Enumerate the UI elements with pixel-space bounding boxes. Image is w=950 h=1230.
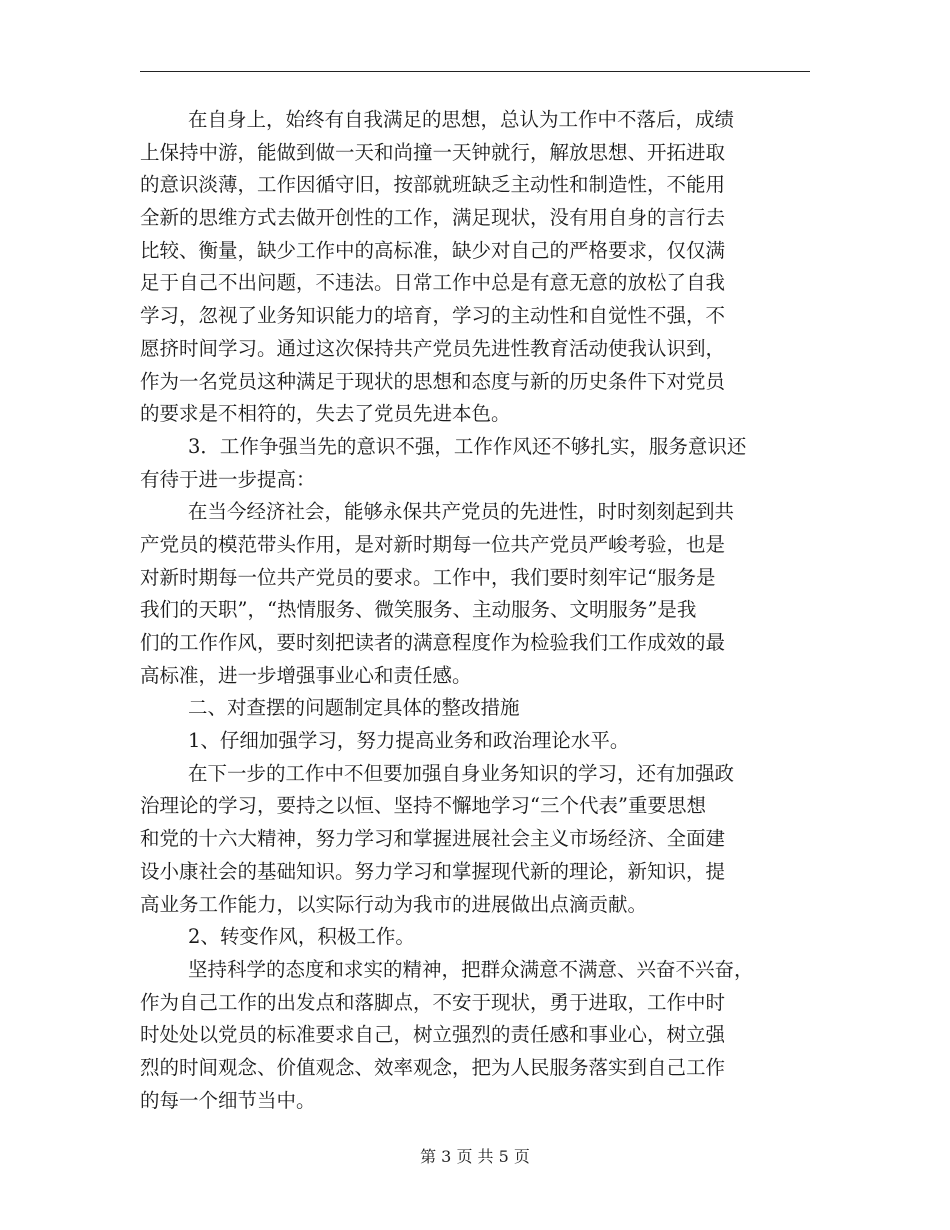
text-line: 在下一步的工作中不但要加强自身业务知识的学习，还有加强政 (188, 761, 735, 785)
text-line: 的要求是不相符的，失去了党员先进本色。 (140, 402, 511, 426)
text-line: 上保持中游，能做到做一天和尚撞一天钟就行，解放思想、开拓进取 (140, 140, 726, 164)
section-heading: 2、转变作风，积极工作。 (188, 925, 415, 949)
text-line: 设小康社会的基础知识。努力学习和掌握现代新的理论，新知识，提 (140, 859, 726, 883)
text-line: 在自身上，始终有自我满足的思想，总认为工作中不落后，成绩 (188, 108, 735, 131)
text-line: 产党员的模范带头作用，是对新时期每一位共产党员严峻考验，也是 (140, 532, 726, 556)
text-line: 治理论的学习，要持之以恒、坚持不懈地学习“三个代表”重要思想 (140, 794, 706, 818)
page-number: 第 3 页 共 5 页 (420, 1147, 530, 1166)
text-line: 全新的思维方式去做开创性的工作，满足现状，没有用自身的言行去 (140, 206, 726, 230)
text-line: 我们的天职”，“热情服务、微笑服务、主动服务、文明服务”是我 (140, 598, 697, 622)
text-line: 足于自己不出问题，不违法。日常工作中总是有意无意的放松了自我 (140, 271, 726, 295)
text-line: 烈的时间观念、价值观念、效率观念，把为人民服务落实到自己工作 (140, 1055, 726, 1079)
text-line: 和党的十六大精神，努力学习和掌握进展社会主义市场经济、全面建 (140, 827, 726, 851)
text-line: 学习，忽视了业务知识能力的培育，学习的主动性和自觉性不强，不 (140, 304, 726, 328)
text-line: 在当今经济社会，能够永保共产党员的先进性，时时刻刻起到共 (188, 500, 735, 524)
section-heading: 二、对查摆的问题制定具体的整改措施 (188, 696, 520, 720)
text-line: 高标准，进一步增强事业心和责任感。 (140, 663, 472, 687)
section-heading: 3．工作争强当先的意识不强，工作作风还不够扎实，服务意识还 (188, 434, 747, 458)
text-line: 时处处以党员的标准要求自己，树立强烈的责任感和事业心，树立强 (140, 1023, 726, 1047)
text-line: 高业务工作能力，以实际行动为我市的进展做出点滴贡献。 (140, 892, 648, 916)
text-line: 愿挤时间学习。通过这次保持共产党员先进性教育活动使我认识到， (140, 336, 726, 360)
text-line: 对新时期每一位共产党员的要求。工作中，我们要时刻牢记“服务是 (140, 565, 716, 589)
section-heading: 1、仔细加强学习，努力提高业务和政治理论水平。 (188, 729, 630, 753)
text-line: 坚持科学的态度和求实的精神，把群众满意不满意、兴奋不兴奋， (188, 957, 754, 981)
text-line: 们的工作作风，要时刻把读者的满意程度作为检验我们工作成效的最 (140, 631, 726, 654)
text-line: 的每一个细节当中。 (140, 1088, 316, 1112)
text-line: 作为一名党员这种满足于现状的思想和态度与新的历史条件下对党员 (140, 369, 726, 393)
document-body (140, 104, 810, 1117)
text-line: 的意识淡薄，工作因循守旧，按部就班缺乏主动性和制造性，不能用 (140, 173, 726, 197)
text-line: 作为自己工作的出发点和落脚点，不安于现状，勇于进取，工作中时 (140, 990, 726, 1014)
text-line: 比较、衡量，缺少工作中的高标准，缺少对自己的严格要求，仅仅满 (140, 238, 726, 262)
header-rule (140, 71, 810, 72)
section-heading: 有待于进一步提高： (140, 467, 316, 491)
